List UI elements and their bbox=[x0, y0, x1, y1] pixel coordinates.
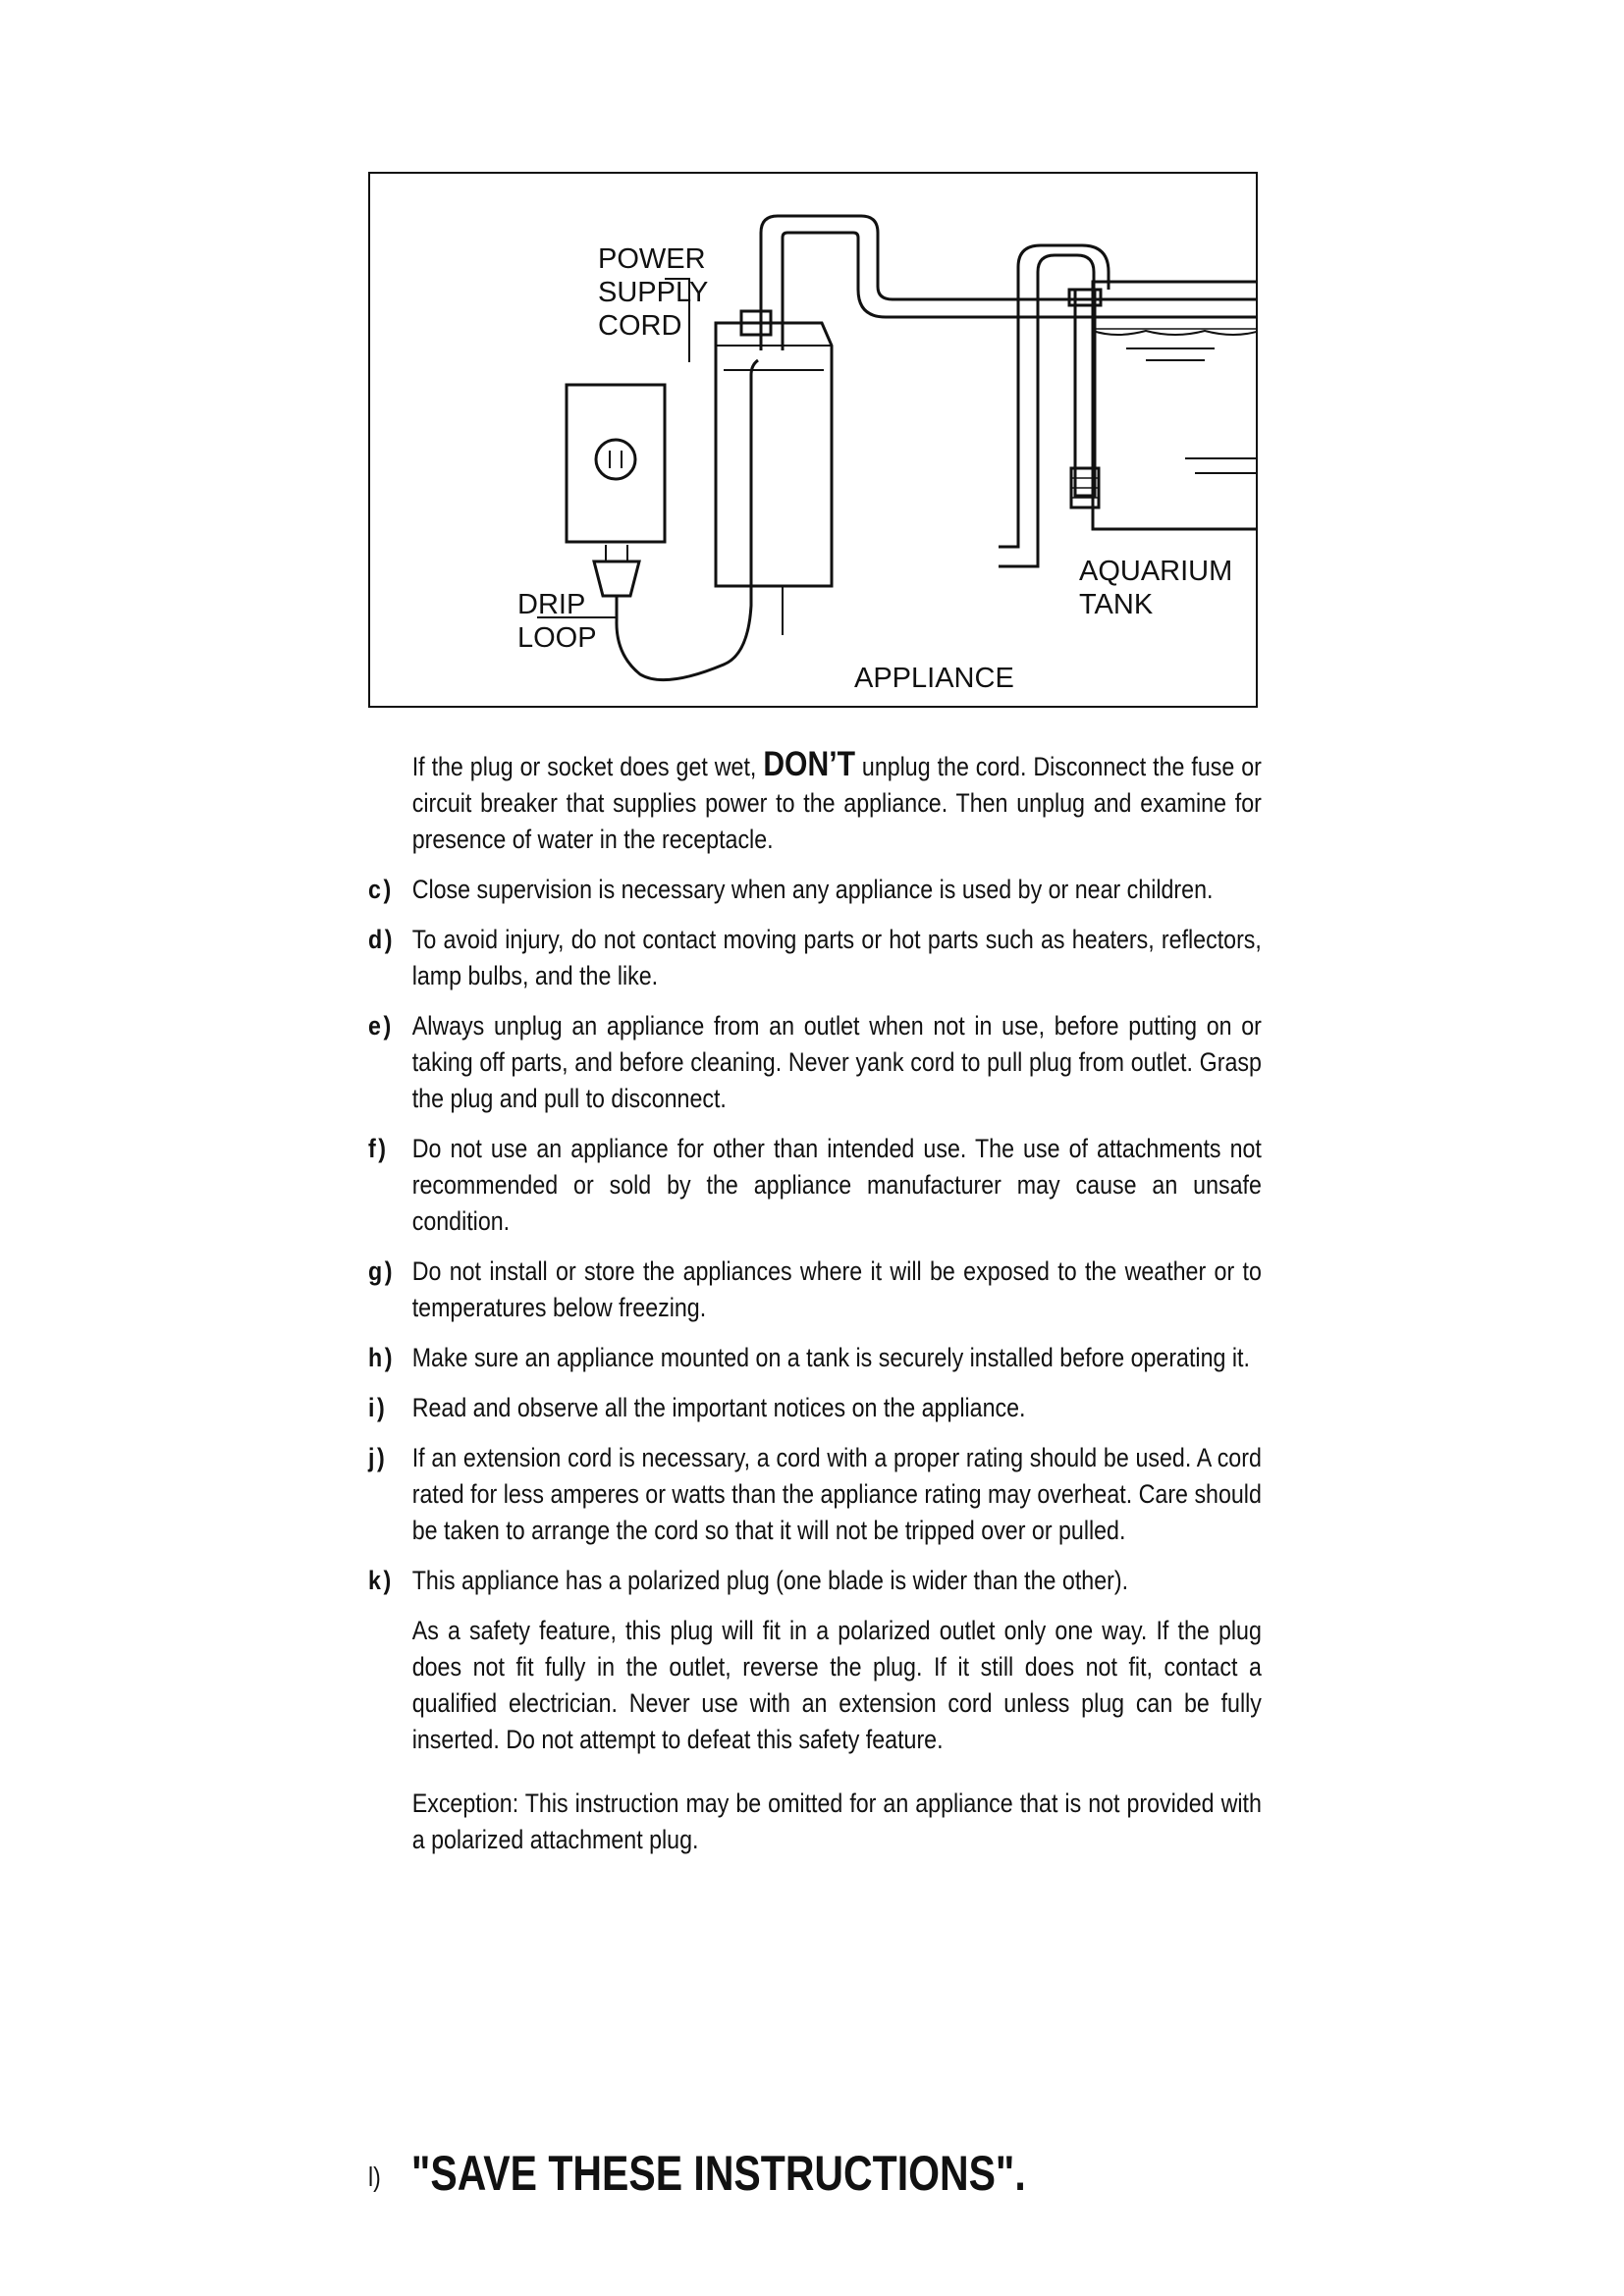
instruction-item-k bbox=[368, 1563, 1262, 1599]
polarized-plug-exception-note: Exception: This instruction may be omitted for an appliance that is not provided with a polarized attachment plug. bbox=[411, 1789, 1262, 1854]
instruction-item-j bbox=[368, 1440, 1262, 1549]
item-text: Close supervision is necessary when any appliance is used by or near children. bbox=[411, 875, 1214, 904]
polarized-plug-safety-note: As a safety feature, this plug will fit in a polarized outlet only one way. If the plug does not fit fully in the outlet, reverse the plug. If it still does not fit, contact a qualified electrician. Never use with an extension cord unless plug can be fully inserted. Do not attempt to defeat this safety feature. bbox=[411, 1616, 1262, 1754]
instructions-body bbox=[368, 745, 1262, 1886]
instruction-item-g bbox=[368, 1254, 1262, 1326]
aquarium-tank-outline bbox=[1093, 282, 1258, 529]
wall-outlet bbox=[567, 385, 665, 542]
intro-before: If the plug or socket does get wet, bbox=[411, 752, 757, 781]
save-instructions-text: "SAVE THESE INSTRUCTIONS". bbox=[410, 2146, 1026, 2201]
water-lines bbox=[1126, 348, 1258, 473]
item-marker: h) bbox=[368, 1343, 396, 1372]
power-cord bbox=[617, 360, 758, 680]
item-marker: c) bbox=[368, 875, 394, 904]
item-marker: k) bbox=[368, 1566, 394, 1595]
plug bbox=[594, 561, 639, 596]
intro-after: unplug the cord. Disconnect the fuse or circuit breaker that supplies power to the appliance. Then unplug and examine for presence of water in the receptacle. bbox=[411, 752, 1262, 854]
item-text: If an extension cord is necessary, a cord with a proper rating should be used. A cord rated for less amperes or watts than the appliance rating may overheat. Care should be taken to arrange the cord so that it will not be tripped over or pulled. bbox=[411, 1443, 1262, 1545]
item-marker: f) bbox=[368, 1134, 389, 1163]
setup-diagram-drawing bbox=[370, 174, 1258, 708]
item-marker: e) bbox=[368, 1011, 394, 1041]
setup-diagram bbox=[368, 172, 1258, 708]
wet-plug-paragraph bbox=[368, 746, 1262, 858]
item-text: Do not use an appliance for other than intended use. The use of attachments not recommended or sold by the appliance manufacturer may cause an unsafe condition. bbox=[411, 1134, 1262, 1236]
appliance-label: APPLIANCE bbox=[854, 663, 1014, 694]
aquarium-tank-label: AQUARIUM TANK bbox=[1079, 556, 1233, 620]
instruction-item-c bbox=[368, 872, 1262, 908]
item-text: Do not install or store the appliances where it will be exposed to the weather or to temperatures below freezing. bbox=[411, 1256, 1262, 1322]
power-supply-cord-label: POWER SUPPLY CORD bbox=[598, 243, 709, 342]
instruction-item-d bbox=[368, 922, 1262, 994]
item-text: Read and observe all the important notices on the appliance. bbox=[411, 1393, 1026, 1422]
instruction-item-f bbox=[368, 1131, 1262, 1240]
item-marker: i) bbox=[368, 1393, 388, 1422]
save-instructions-heading bbox=[368, 2145, 1026, 2202]
item-text: To avoid injury, do not contact moving parts or hot parts such as heaters, reflectors, lamp bulbs, and the like. bbox=[411, 925, 1262, 990]
dont-emphasis: DON’T bbox=[763, 745, 855, 783]
appliance-body bbox=[716, 323, 832, 586]
item-marker: g) bbox=[368, 1256, 396, 1286]
instruction-item-i bbox=[368, 1390, 1262, 1426]
drip-loop-label: DRIP LOOP bbox=[517, 589, 597, 654]
item-marker: j) bbox=[368, 1443, 388, 1472]
item-text: Always unplug an appliance from an outlet when not in use, before putting on or taking off parts, and before cleaning. Never yank cord to pull plug from outlet. Grasp the plug and pull to disconnect. bbox=[411, 1011, 1262, 1113]
item-text: This appliance has a polarized plug (one blade is wider than the other). bbox=[411, 1566, 1129, 1595]
intake-pipe bbox=[999, 255, 1094, 566]
item-marker: d) bbox=[368, 925, 396, 954]
item-marker: l) bbox=[368, 2162, 381, 2192]
item-text: Make sure an appliance mounted on a tank is securely installed before operating it. bbox=[411, 1343, 1250, 1372]
instruction-item-h bbox=[368, 1340, 1262, 1376]
instruction-item-e bbox=[368, 1008, 1262, 1117]
